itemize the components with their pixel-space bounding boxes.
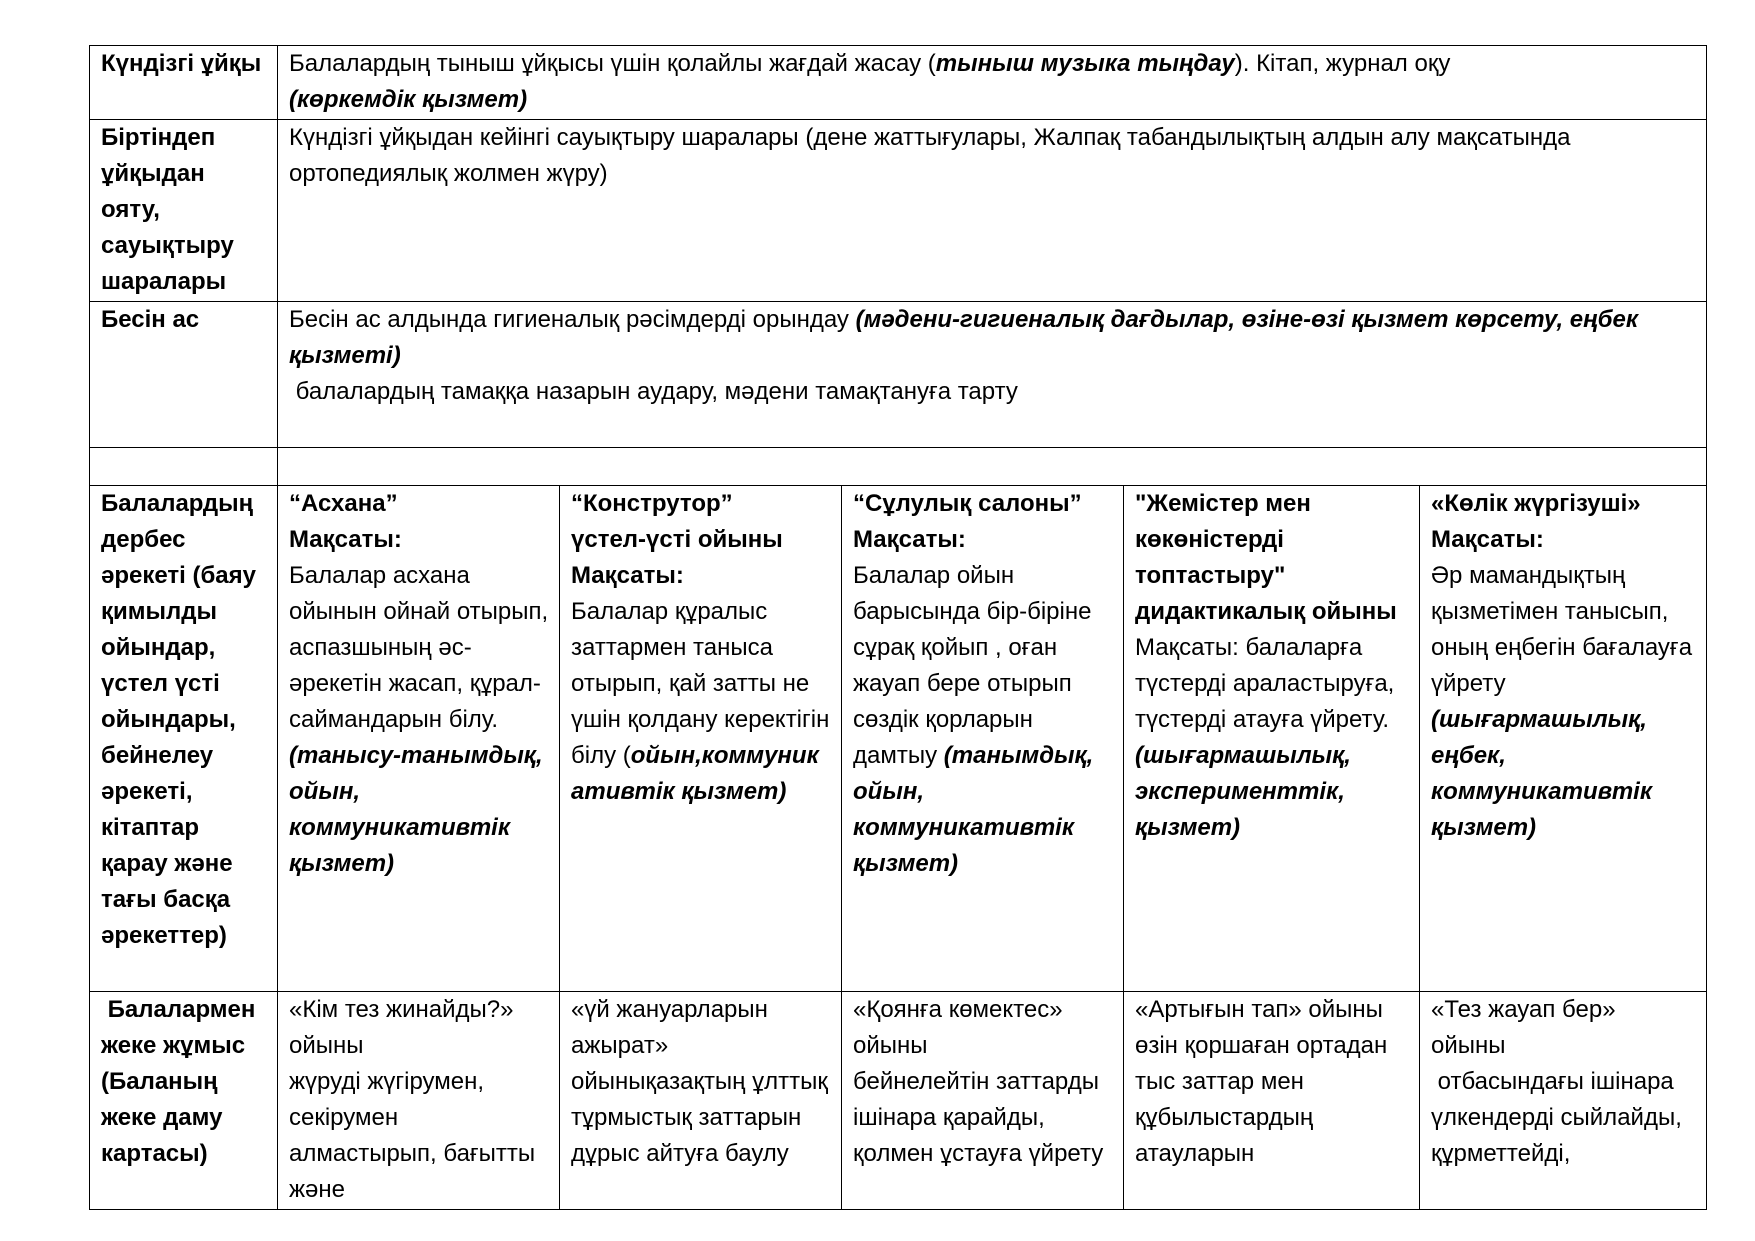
- empty-cell-content: [278, 448, 1707, 486]
- row-content-sleep: [278, 46, 1707, 120]
- activity-goal-label: Мақсаты:: [853, 526, 966, 553]
- activity-cell-3: [842, 486, 1124, 992]
- snack-text-second: балалардың тамаққа назарын аудару, мәдени тамақтануға тарту: [289, 378, 1018, 405]
- activity-subtitle: үстел-үсті ойыны: [571, 526, 783, 553]
- game-title: «үй жануарларын ажырат»: [571, 996, 768, 1059]
- sleep-text-end: ). Кітап, журнал оқу: [1234, 50, 1451, 77]
- row-label-sleep: Күндізгі ұйқы: [90, 46, 278, 120]
- snack-text: Бесін ас алдында гигиеналық рәсімдерді орындау: [289, 306, 856, 333]
- game-text: бейнелейтін заттарды ішінара қарайды, қолмен ұстауға үйрету: [853, 1068, 1104, 1167]
- activity-goal-label: Мақсаты:: [289, 526, 402, 553]
- row-individual: [90, 992, 1707, 1210]
- row-empty: [90, 448, 1707, 486]
- individual-cell-1: [278, 992, 560, 1210]
- row-label-activity: Балалардың дербес әрекеті (баяу қимылды ойындар, үстел үсті ойындары, бейнелеу әрекеті, кітаптар қарау және тағы басқа әрекеттер): [90, 486, 278, 992]
- game-text: отбасындағы ішінара үлкендерді сыйлайды, құрметтейді,: [1431, 1068, 1689, 1167]
- activity-type: (шығармашылық, еңбек, коммуникативтік қызмет): [1431, 706, 1652, 841]
- activity-title: “Конструтор”: [571, 490, 733, 517]
- row-label-individual: Балалармен жеке жұмыс (Баланың жеке даму картасы): [90, 992, 278, 1210]
- row-content-snack: [278, 302, 1707, 448]
- row-activity: [90, 486, 1707, 992]
- game-title: «Артығын тап» ойыны: [1135, 996, 1383, 1023]
- game-title: «Кім тез жинайды?» ойыны: [289, 996, 514, 1059]
- individual-cell-2: [560, 992, 842, 1210]
- activity-type: (танымдық, ойын, коммуникативтік қызмет): [853, 742, 1094, 877]
- daily-schedule-table: [89, 45, 1707, 1210]
- game-title: «Тез жауап бер» ойыны: [1431, 996, 1616, 1059]
- row-label-snack: Бесін ас: [90, 302, 278, 448]
- activity-text: Балалар ойын барысында бір-біріне сұрақ қойып , оған жауап бере отырып сөздік қорларын дамтыу: [853, 562, 1092, 769]
- activity-type: (шығармашылық, эксперименттік, қызмет): [1135, 742, 1351, 841]
- activity-text: Әр мамандықтың қызметімен танысып, оның еңбегін бағалауға үйрету: [1431, 562, 1693, 697]
- row-content-wakeup: Күндізгі ұйқыдан кейінгі сауықтыру шаралары (дене жаттығулары, Жалпақ табандылықтың алдын алу мақсатында ортопедиялық жолмен жүру): [278, 120, 1707, 302]
- activity-goal-label: Мақсаты:: [1431, 526, 1544, 553]
- row-wakeup: [90, 120, 1707, 302]
- sleep-text: Балалардың тыныш ұйқысы үшін қолайлы жағдай жасау (: [289, 50, 936, 77]
- activity-text: Балалар құралыс заттармен таныса отырып, қай затты не үшін қолдану керектігін білу (: [571, 598, 830, 769]
- row-sleep: [90, 46, 1707, 120]
- activity-cell-2: [560, 486, 842, 992]
- activity-title: «Көлік жүргізуші»: [1431, 490, 1641, 517]
- activity-cell-5: [1420, 486, 1707, 992]
- activity-title: "Жемістер мен көкөністерді топтастыру" дидактикалық ойыны: [1135, 490, 1397, 625]
- activity-type: (танысу-танымдық, ойын, коммуникативтік қызмет): [289, 742, 543, 877]
- sleep-text-emphasis: тыныш музыка тыңдау: [935, 50, 1235, 77]
- individual-cell-4: [1124, 992, 1420, 1210]
- activity-cell-4: [1124, 486, 1420, 992]
- activity-type: ойын,коммуникативтік қызмет): [571, 742, 819, 805]
- activity-cell-1: [278, 486, 560, 992]
- activity-text: Балалар асхана ойынын ойнай отырып, аспазшының әс-әрекетін жасап, құрал-саймандарын білу.: [289, 562, 549, 733]
- empty-cell-label: [90, 448, 278, 486]
- game-text: ойынықазақтың ұлттық тұрмыстық заттарын дұрыс айтуға баулу: [571, 1068, 828, 1167]
- row-label-wakeup: Біртіндеп ұйқыдан ояту, сауықтыру шаралары: [90, 120, 278, 302]
- snack-text-emphasis: (мәдени-гигиеналық дағдылар, өзіне-өзі қызмет көрсету, еңбек қызметі): [289, 306, 1638, 369]
- game-title: «Қоянға көмектес» ойыны: [853, 996, 1063, 1059]
- sleep-activity-type: (көркемдік қызмет): [289, 86, 528, 113]
- activity-goal-label: Мақсаты:: [571, 562, 684, 589]
- game-text: өзін қоршаған ортадан тыс заттар мен құбылыстардың атауларын: [1135, 1032, 1388, 1167]
- activity-text: Мақсаты: балаларға түстерді араластыруға, түстерді атауға үйрету.: [1135, 634, 1395, 733]
- document-page: [89, 45, 1707, 1210]
- row-snack: [90, 302, 1707, 448]
- individual-cell-3: [842, 992, 1124, 1210]
- game-text: жүруді жүгірумен, секірумен алмастырып, бағытты және: [289, 1068, 536, 1203]
- activity-title: “Асхана”: [289, 490, 398, 517]
- activity-title: “Сұлулық салоны”: [853, 490, 1082, 517]
- individual-cell-5: [1420, 992, 1707, 1210]
